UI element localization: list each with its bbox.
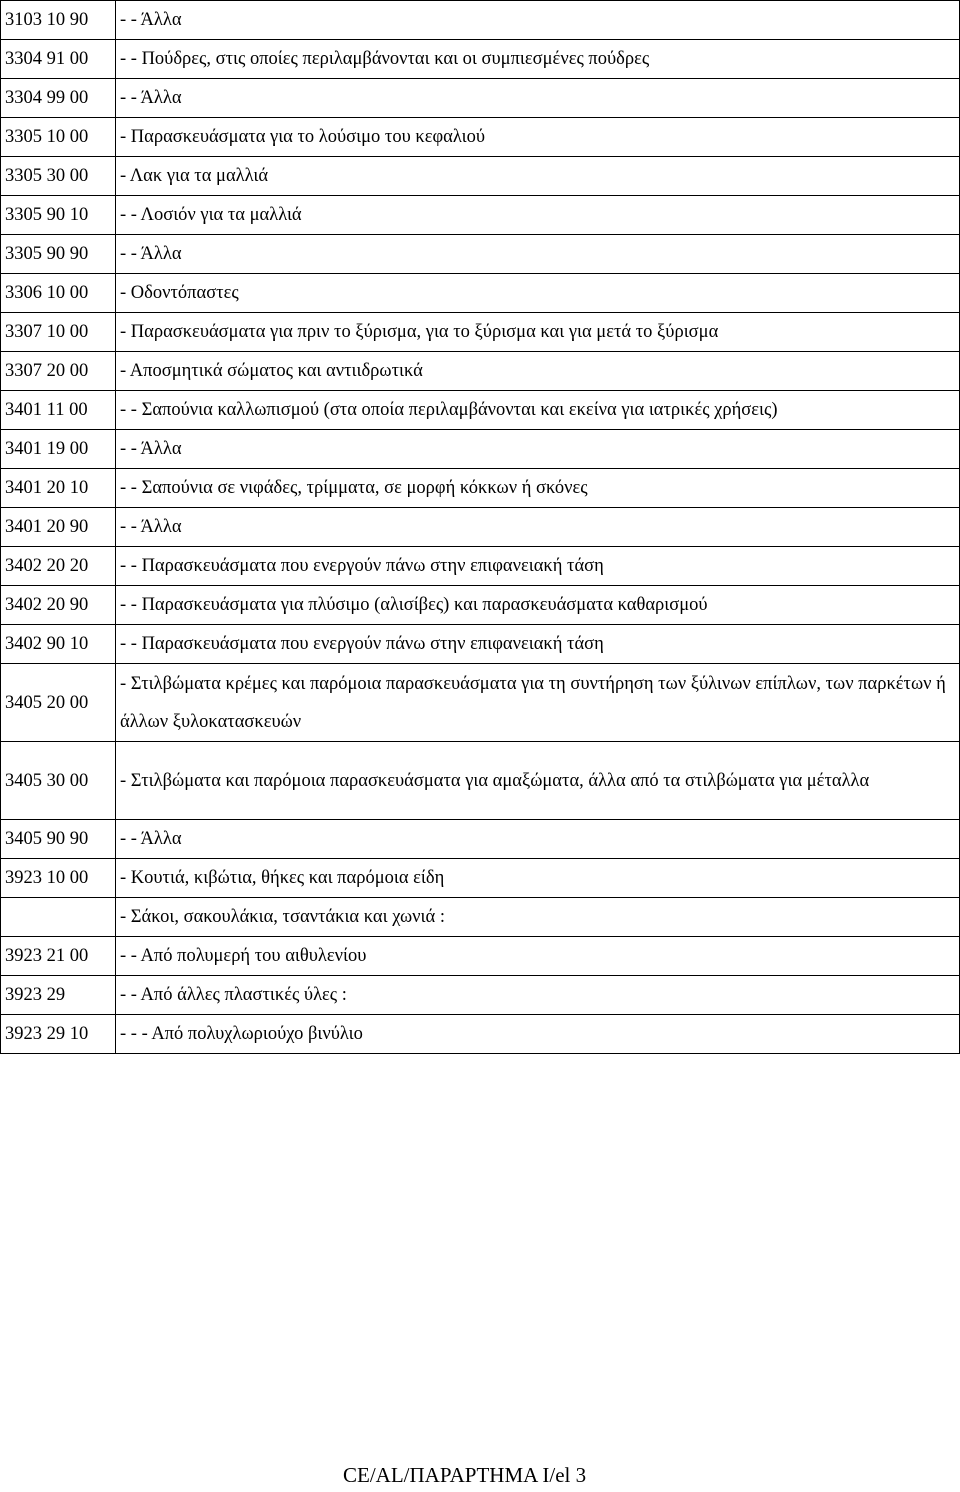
- description-cell: - - Άλλα: [116, 1, 960, 40]
- description-cell: - - Άλλα: [116, 79, 960, 118]
- table-row: [1, 469, 960, 508]
- description-cell: - - Λοσιόν για τα μαλλιά: [116, 196, 960, 235]
- code-cell: 3923 10 00: [1, 859, 116, 898]
- table-row: [1, 430, 960, 469]
- description-cell: - - Άλλα: [116, 235, 960, 274]
- code-cell: 3402 20 90: [1, 586, 116, 625]
- description-cell: - - Άλλα: [116, 508, 960, 547]
- code-cell: 3405 30 00: [1, 742, 116, 820]
- code-cell: 3401 20 90: [1, 508, 116, 547]
- page-footer: CE/AL/ΠΑΡΑΡΤΗΜΑ I/el 3: [343, 1463, 587, 1487]
- table-row: [1, 40, 960, 79]
- tariff-table-body: [1, 1, 960, 1054]
- description-cell: - Παρασκευάσματα για πριν το ξύρισμα, για το ξύρισμα και για μετά το ξύρισμα: [116, 313, 960, 352]
- table-row: [1, 820, 960, 859]
- description-cell: - - Σαπούνια σε νιφάδες, τρίμματα, σε μορφή κόκκων ή σκόνες: [116, 469, 960, 508]
- table-row: [1, 274, 960, 313]
- code-cell: 3307 10 00: [1, 313, 116, 352]
- code-cell: 3923 29 10: [1, 1015, 116, 1054]
- description-cell: - - Από άλλες πλαστικές ύλες :: [116, 976, 960, 1015]
- code-cell: 3401 20 10: [1, 469, 116, 508]
- description-cell: - Αποσμητικά σώματος και αντιιδρωτικά: [116, 352, 960, 391]
- table-row: [1, 859, 960, 898]
- code-cell: 3304 91 00: [1, 40, 116, 79]
- description-cell: - - Από πολυμερή του αιθυλενίου: [116, 937, 960, 976]
- table-row: [1, 79, 960, 118]
- table-row: [1, 196, 960, 235]
- code-cell: 3305 90 10: [1, 196, 116, 235]
- code-cell: 3401 19 00: [1, 430, 116, 469]
- code-cell: 3305 90 90: [1, 235, 116, 274]
- description-cell: - Λακ για τα μαλλιά: [116, 157, 960, 196]
- code-cell: 3923 29: [1, 976, 116, 1015]
- code-cell: 3306 10 00: [1, 274, 116, 313]
- description-cell: - - Άλλα: [116, 820, 960, 859]
- table-row: [1, 508, 960, 547]
- description-cell: - - Άλλα: [116, 430, 960, 469]
- description-cell: - Οδοντόπαστες: [116, 274, 960, 313]
- table-row: [1, 976, 960, 1015]
- code-cell: 3923 21 00: [1, 937, 116, 976]
- table-row: [1, 898, 960, 937]
- table-row: [1, 1, 960, 40]
- description-cell: - Στιλβώματα κρέμες και παρόμοια παρασκευάσματα για τη συντήρηση των ξύλινων επίπλων, των παρκέτων ή άλλων ξυλοκατασκευών: [116, 664, 960, 742]
- code-cell: [1, 898, 116, 937]
- table-row: [1, 742, 960, 820]
- description-cell: - Κουτιά, κιβώτια, θήκες και παρόμοια είδη: [116, 859, 960, 898]
- description-cell: - - Παρασκευάσματα για πλύσιμο (αλισίβες) και παρασκευάσματα καθαρισμού: [116, 586, 960, 625]
- table-row: [1, 235, 960, 274]
- table-row: [1, 157, 960, 196]
- code-cell: 3305 30 00: [1, 157, 116, 196]
- code-cell: 3307 20 00: [1, 352, 116, 391]
- table-row: [1, 625, 960, 664]
- table-row: [1, 391, 960, 430]
- code-cell: 3305 10 00: [1, 118, 116, 157]
- table-row: [1, 664, 960, 742]
- description-cell: - - Παρασκευάσματα που ενεργούν πάνω στην επιφανειακή τάση: [116, 625, 960, 664]
- code-cell: 3405 90 90: [1, 820, 116, 859]
- table-row: [1, 1015, 960, 1054]
- description-cell: - Στιλβώματα και παρόμοια παρασκευάσματα για αμαξώματα, άλλα από τα στιλβώματα για μέταλλα: [116, 742, 960, 820]
- description-cell: - Παρασκευάσματα για το λούσιμο του κεφαλιού: [116, 118, 960, 157]
- code-cell: 3304 99 00: [1, 79, 116, 118]
- code-cell: 3103 10 90: [1, 1, 116, 40]
- description-cell: - Σάκοι, σακουλάκια, τσαντάκια και χωνιά :: [116, 898, 960, 937]
- table-row: [1, 586, 960, 625]
- code-cell: 3402 90 10: [1, 625, 116, 664]
- table-row: [1, 118, 960, 157]
- description-cell: - - Σαπούνια καλλωπισμού (στα οποία περιλαμβάνονται και εκείνα για ιατρικές χρήσεις): [116, 391, 960, 430]
- description-cell: - - Παρασκευάσματα που ενεργούν πάνω στην επιφανειακή τάση: [116, 547, 960, 586]
- table-row: [1, 352, 960, 391]
- code-cell: 3402 20 20: [1, 547, 116, 586]
- code-cell: 3401 11 00: [1, 391, 116, 430]
- table-row: [1, 313, 960, 352]
- table-row: [1, 547, 960, 586]
- description-cell: - - Πούδρες, στις οποίες περιλαμβάνονται και οι συμπιεσμένες πούδρες: [116, 40, 960, 79]
- description-cell: - - - Από πολυχλωριούχο βινύλιο: [116, 1015, 960, 1054]
- table-row: [1, 937, 960, 976]
- code-cell: 3405 20 00: [1, 664, 116, 742]
